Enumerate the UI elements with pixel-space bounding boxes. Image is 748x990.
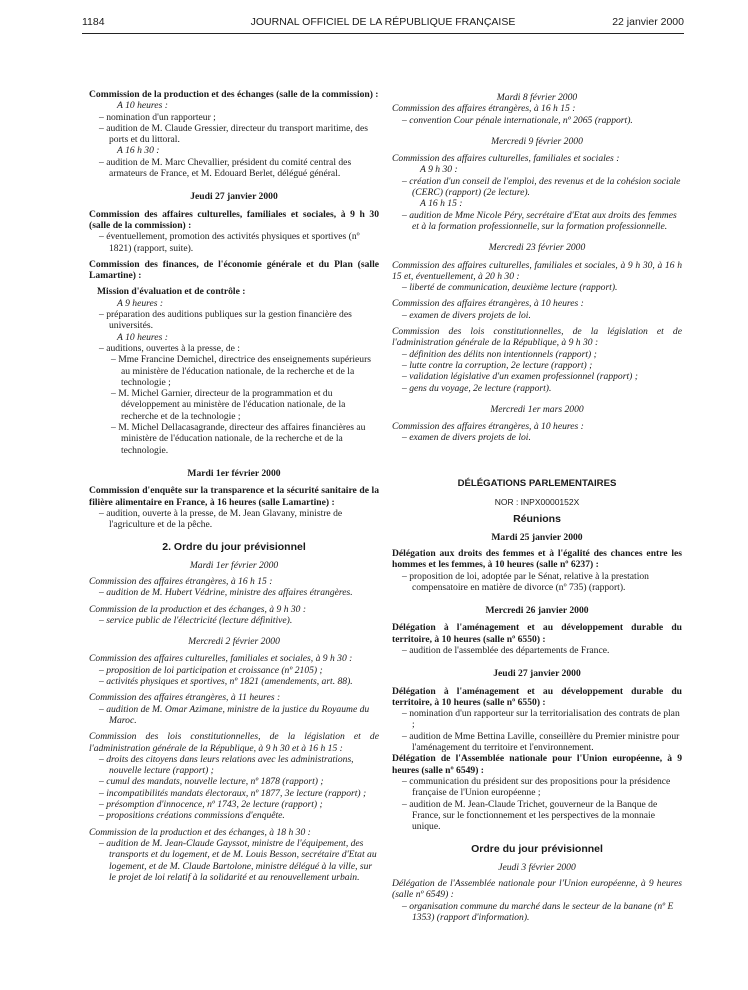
- subsection-heading: Ordre du jour prévisionnel: [471, 843, 603, 856]
- entry-item: – examen de divers projets de loi.: [402, 432, 531, 444]
- date-heading: Mercredi 1er mars 2000: [490, 403, 584, 415]
- entry-item: – validation législative d'un examen professionnel (rapport) ;: [402, 371, 638, 383]
- entry-item: – audition de Mme Bettina Laville, conseillère du Premier ministre pour l'aménagement du territoire et l'environnement.: [402, 730, 680, 754]
- issue-date: 22 janvier 2000: [612, 16, 684, 28]
- entry-time: A 9 h 30 :: [420, 164, 458, 176]
- entry-item: – audition de M. Omar Azimane, ministre de la justice du Royaume du Maroc.: [99, 703, 370, 726]
- entry-subtitle: Mission d'évaluation et de contrôle :: [97, 286, 246, 298]
- entry-title: Commission des affaires étrangères, à 11 heures :: [89, 692, 281, 704]
- entry-time: A 9 heures :: [117, 297, 164, 309]
- entry-item: – cumul des mandats, nouvelle lecture, nº 1878 (rapport) ;: [99, 776, 324, 788]
- entry-item: – auditions, ouvertes à la presse, de :: [99, 342, 240, 354]
- page-header: [82, 16, 684, 30]
- entry-title: Commission des affaires culturelles, familiales et sociales, à 9 h 30, à 16 h 15 et, éventuellement, à 20 h 30 :: [392, 259, 682, 282]
- nor-reference: NOR : INPX0000152X: [494, 497, 580, 508]
- section-heading: DÉLÉGATIONS PARLEMENTAIRES: [457, 477, 617, 489]
- entry-item: – activités physiques et sportives, nº 1821 (amendements, art. 88).: [99, 676, 353, 688]
- entry-title: Commission des affaires étrangères, à 10 heures :: [392, 421, 584, 433]
- entry-subitem: – M. Michel Garnier, directeur de la programmation et du développement au ministère de l'éducation nationale, de la recherche et de la technologie ;: [111, 388, 346, 422]
- entry-item: – communication du président sur des propositions pour la présidence française de l'Union européenne ;: [402, 775, 671, 799]
- date-heading: Mercredi 2 février 2000: [188, 636, 280, 648]
- entry-item: – audition de M. Jean-Claude Gayssot, ministre de l'équipement, des transports et du logement, et de M. Louis Besson, secrétaire d'Etat au logement, et de M. Claude Bartolone, ministre délégué à la ville, sur le projet de loi relatif à la solidarité et au renouvellement urbain.: [99, 837, 377, 883]
- date-heading: Jeudi 3 février 2000: [498, 861, 576, 873]
- entry-item: – audition de M. Hubert Védrine, ministre des affaires étrangères.: [99, 587, 353, 599]
- entry-item: – convention Cour pénale internationale, nº 2065 (rapport).: [402, 114, 633, 126]
- entry-item: – présomption d'innocence, nº 1743, 2e lecture (rapport) ;: [99, 799, 323, 811]
- entry-title: Commission des lois constitutionnelles, de la législation et de l'administration générale de la République, à 9 h 30 et à 16 h 15 :: [89, 731, 379, 754]
- entry-item: – éventuellement, promotion des activités physiques et sportives (nº 1821) (rapport, suite).: [99, 231, 360, 254]
- right-column: [392, 92, 682, 923]
- entry-item: – incompatibilités mandats électoraux, nº 1877, 3e lecture (rapport) ;: [99, 787, 367, 799]
- date-heading: Jeudi 27 janvier 2000: [493, 668, 581, 680]
- entry-item: – création d'un conseil de l'emploi, des revenus et de la cohésion sociale (CERC) (rapport) (2e lecture).: [402, 175, 681, 199]
- entry-item: – audition de M. Jean-Claude Trichet, gouverneur de la Banque de France, sur le fonctionnement et les perspectives de la monnaie unique.: [402, 798, 658, 833]
- entry-time: A 16 h 30 :: [117, 145, 160, 157]
- entry-subitem: – M. Michel Dellacasagrande, directeur des affaires financières au ministère de l'éducation nationale, de la recherche et de la technologie.: [111, 422, 366, 456]
- date-heading: Mardi 1er février 2000: [189, 559, 279, 571]
- entry-item: – audition de M. Claude Gressier, directeur du transport maritime, des ports et du littoral.: [99, 122, 368, 146]
- entry-item: – audition de M. Marc Chevallier, président du comité central des armateurs de France, et M. Edouard Berlet, délégué général.: [99, 156, 352, 180]
- date-heading: Mercredi 26 janvier 2000: [485, 605, 589, 617]
- entry-title: Commission des finances, de l'économie générale et du Plan (salle Lamartine) :: [89, 258, 379, 282]
- entry-title: Délégation à l'aménagement et au développement durable du territoire, à 10 heures (salle nº 6550) :: [392, 685, 682, 708]
- date-heading: Mercredi 9 février 2000: [491, 135, 583, 147]
- entry-item: – audition de l'assemblée des départements de France.: [402, 644, 610, 656]
- section-heading: 2. Ordre du jour prévisionnel: [162, 541, 306, 554]
- entry-title: Commission des affaires étrangères, à 10 heures :: [392, 298, 584, 310]
- date-heading: Mardi 8 février 2000: [496, 92, 578, 103]
- entry-title: Délégation à l'aménagement et au développement durable du territoire, à 10 heures (salle nº 6550) :: [392, 622, 682, 645]
- entry-title: Commission des affaires étrangères, à 16 h 15 :: [89, 575, 273, 587]
- date-heading: Mercredi 23 février 2000: [488, 242, 586, 254]
- entry-time: A 10 heures :: [117, 100, 168, 112]
- entry-item: – examen de divers projets de loi.: [402, 309, 531, 321]
- left-column: [89, 89, 379, 883]
- entry-item: – liberté de communication, deuxième lecture (rapport).: [402, 282, 618, 294]
- entry-item: – lutte contre la corruption, 2e lecture (rapport) ;: [402, 359, 593, 371]
- entry-item: – service public de l'électricité (lecture définitive).: [99, 614, 293, 626]
- entry-item: – audition, ouverte à la presse, de M. Jean Glavany, ministre de l'agriculture et de la pêche.: [99, 507, 343, 531]
- entry-title: Commission d'enquête sur la transparence et la sécurité sanitaire de la filière alimentaire en France, à 16 heures (salle Lamartine) :: [89, 485, 379, 508]
- date-heading: Mardi 1er février 2000: [187, 467, 281, 479]
- entry-title: Commission de la production et des échanges (salle de la commission) :: [89, 89, 379, 100]
- journal-title: JOURNAL OFFICIEL DE LA RÉPUBLIQUE FRANÇAISE: [250, 16, 516, 28]
- entry-item: – proposition de loi, adoptée par le Sénat, relative à la prestation compensatoire en matière de divorce (nº 735) (rapport).: [402, 570, 649, 593]
- date-heading: Jeudi 27 janvier 2000: [190, 191, 278, 203]
- entry-item: – préparation des auditions publiques sur la gestion financière des universités.: [99, 309, 352, 332]
- date-heading: Mardi 25 janvier 2000: [491, 531, 583, 543]
- entry-item: – gens du voyage, 2e lecture (rapport).: [402, 382, 552, 394]
- entry-title: Délégation aux droits des femmes et à l'égalité des chances entre les hommes et les femmes, à 10 heures (salle nº 6237) :: [392, 547, 682, 571]
- entry-item: – définition des délits non intentionnels (rapport) ;: [402, 348, 597, 360]
- entry-item: – nomination d'un rapporteur ;: [99, 111, 216, 123]
- entry-title: Commission des affaires culturelles, familiales et sociales, à 9 h 30 :: [89, 653, 353, 665]
- entry-item: – proposition de loi participation et croissance (nº 2105) ;: [99, 664, 323, 676]
- subsection-heading: Réunions: [513, 513, 561, 526]
- page-number: 1184: [82, 16, 105, 28]
- entry-title: Commission des affaires culturelles, familiales et sociales, à 9 h 30 (salle de la commission) :: [89, 208, 379, 231]
- entry-item: – organisation commune du marché dans le secteur de la banane (nº E 1353) (rapport d'information).: [402, 900, 674, 923]
- entry-title: Commission des lois constitutionnelles, de la législation et de l'administration générale de la République, à 9 h 30 :: [392, 326, 682, 349]
- entry-title: Commission des affaires culturelles, familiales et sociales :: [392, 153, 620, 165]
- entry-item: – nomination d'un rapporteur sur la territorialisation des contrats de plan ;: [402, 708, 680, 731]
- entry-item: – droits des citoyens dans leurs relations avec les administrations, nouvelle lecture (rapport) ;: [99, 753, 354, 777]
- entry-title: Commission de la production et des échanges, à 9 h 30 :: [89, 603, 307, 615]
- entry-time: A 16 h 15 :: [420, 198, 463, 210]
- entry-subitem: – Mme Francine Demichel, directrice des enseignements supérieurs au ministère de l'éducation nationale, de la recherche et de la technologie ;: [111, 354, 372, 388]
- entry-title: Délégation de l'Assemblée nationale pour l'Union européenne, à 9 heures (salle nº 6549) :: [392, 878, 682, 901]
- entry-item: – audition de Mme Nicole Péry, secrétaire d'Etat aux droits des femmes et à la formation professionnelle, sur la formation professionnelle.: [402, 209, 677, 232]
- entry-item: – propositions créations commissions d'enquête.: [99, 810, 285, 822]
- entry-title: Délégation de l'Assemblée nationale pour l'Union européenne, à 9 heures (salle nº 6549) :: [392, 753, 682, 776]
- entry-time: A 10 heures :: [117, 331, 168, 343]
- entry-title: Commission des affaires étrangères, à 16 h 15 :: [392, 103, 576, 115]
- header-rule: [82, 33, 684, 34]
- entry-title: Commission de la production et des échanges, à 18 h 30 :: [89, 826, 311, 838]
